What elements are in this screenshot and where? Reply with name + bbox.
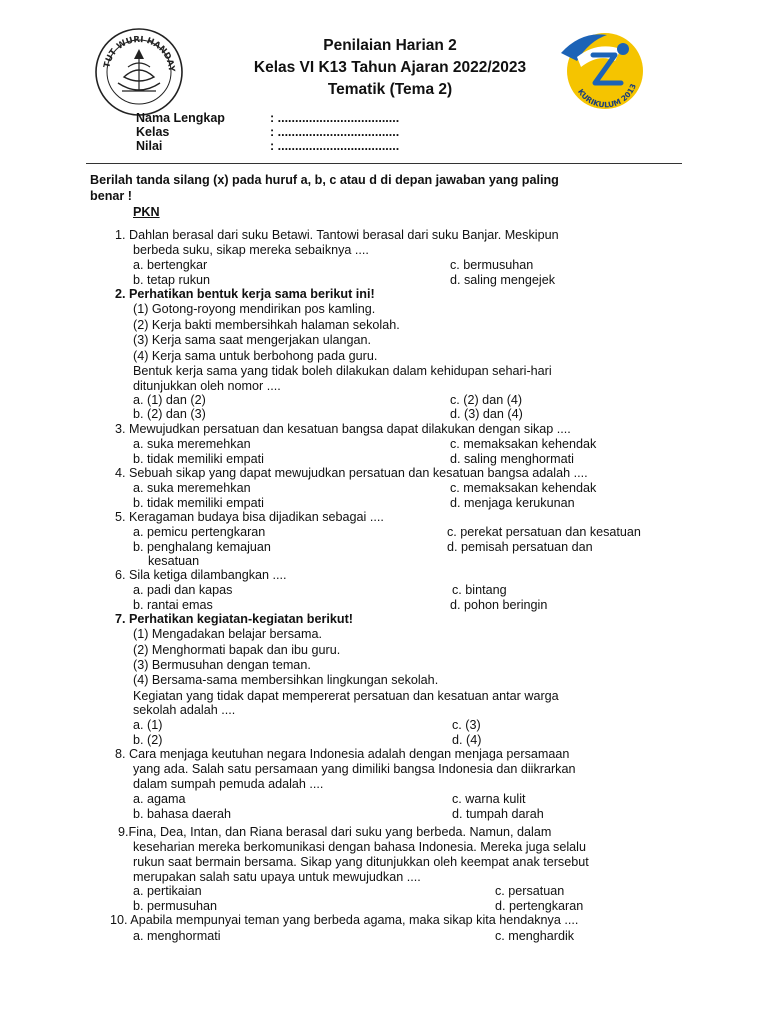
header-title-line3: Tematik (Tema 2) <box>327 81 453 98</box>
q7-option-c[interactable]: c. (3) <box>452 718 481 732</box>
q9-stem-line4: merupakan salah satu upaya untuk mewujudkan .... <box>133 870 421 884</box>
q9-option-a[interactable]: a. pertikaian <box>133 884 202 898</box>
header-title-line1: Penilaian Harian 2 <box>323 37 457 54</box>
q1-option-d[interactable]: d. saling mengejek <box>450 273 556 287</box>
q6-stem: 6. Sila ketiga dilambangkan .... <box>115 568 287 582</box>
q7-question-line1: Kegiatan yang tidak dapat mempererat persatuan dan kesatuan antar warga <box>133 689 559 703</box>
q9-option-b[interactable]: b. permusuhan <box>133 899 218 913</box>
q9-stem-line2: keseharian mereka berkomunikasi dengan bahasa Indonesia. Mereka juga selalu <box>133 840 586 854</box>
q7-item-4: (4) Bersama-sama membersihkan lingkungan sekolah. <box>133 673 439 687</box>
q2-item-4: (4) Kerja sama untuk berbohong pada guru. <box>133 349 378 363</box>
identity-value-score[interactable]: : ................................... <box>270 139 400 153</box>
q6-option-c[interactable]: c. bintang <box>452 583 507 597</box>
q7-option-b[interactable]: b. (2) <box>133 733 163 747</box>
q4-option-a[interactable]: a. suka meremehkan <box>133 481 251 495</box>
q8-option-c[interactable]: c. warna kulit <box>452 792 526 806</box>
q1-stem-line2: berbeda suku, sikap mereka sebaiknya .... <box>133 243 369 257</box>
q3-option-a[interactable]: a. suka meremehkan <box>133 437 251 451</box>
subject-heading: PKN <box>133 205 160 219</box>
q1-stem-line1: 1. Dahlan berasal dari suku Betawi. Tantowi berasal dari suku Banjar. Meskipun <box>115 228 559 242</box>
q2-item-2: (2) Kerja bakti membersihkah halaman sekolah. <box>133 318 400 332</box>
q7-item-2: (2) Menghormati bapak dan ibu guru. <box>133 643 341 657</box>
q2-option-a[interactable]: a. (1) dan (2) <box>133 393 206 407</box>
q6-option-d[interactable]: d. pohon beringin <box>450 598 548 612</box>
q9-option-d[interactable]: d. pertengkaran <box>495 899 584 913</box>
identity-label-class: Kelas <box>136 125 170 139</box>
q6-option-a[interactable]: a. padi dan kapas <box>133 583 233 597</box>
q4-stem: 4. Sebuah sikap yang dapat mewujudkan persatuan dan kesatuan bangsa adalah .... <box>115 466 588 480</box>
q2-item-1: (1) Gotong-royong mendirikan pos kamling. <box>133 302 376 316</box>
q1-option-a[interactable]: a. bertengkar <box>133 258 208 272</box>
q7-option-d[interactable]: d. (4) <box>452 733 482 747</box>
q5-stem: 5. Keragaman budaya bisa dijadikan sebagai .... <box>115 510 384 524</box>
tut-wuri-handayani-logo <box>94 27 184 117</box>
header-divider <box>86 163 682 164</box>
identity-label-name: Nama Lengkap <box>136 111 225 125</box>
q6-option-b[interactable]: b. rantai emas <box>133 598 213 612</box>
q2-item-3: (3) Kerja sama saat mengerjakan ulangan. <box>133 333 372 347</box>
q9-stem-line3: rukun saat bermain bersama. Sikap yang ditunjukkan oleh keempat anak tersebut <box>133 855 589 869</box>
q8-stem-line1: 8. Cara menjaga keutuhan negara Indonesia adalah dengan menjaga persamaan <box>115 747 570 761</box>
instruction-line1: Berilah tanda silang (x) pada huruf a, b, c atau d di depan jawaban yang paling <box>90 173 559 187</box>
q10-stem: 10. Apabila mempunyai teman yang berbeda agama, maka sikap kita hendaknya .... <box>110 913 579 927</box>
q7-question-line2: sekolah adalah .... <box>133 703 236 717</box>
logo-left-lettering: TUT WURI HANDAY <box>102 34 177 72</box>
logo-right-lettering: KURIKULUM 2013 <box>575 82 638 110</box>
q8-stem-line2: yang ada. Salah satu persamaan yang dimiliki bangsa Indonesia dan diikrarkan <box>133 762 576 776</box>
identity-value-name[interactable]: : ................................... <box>270 111 400 125</box>
q3-option-c[interactable]: c. memaksakan kehendak <box>450 437 597 451</box>
identity-label-score: Nilai <box>136 139 163 153</box>
q5-option-d-continued: kesatuan <box>148 554 200 568</box>
q2-option-c[interactable]: c. (2) dan (4) <box>450 393 523 407</box>
q4-option-b[interactable]: b. tidak memiliki empati <box>133 496 264 510</box>
identity-value-class[interactable]: : ................................... <box>270 125 400 139</box>
q7-item-1: (1) Mengadakan belajar bersama. <box>133 627 323 641</box>
q7-stem: 7. Perhatikan kegiatan-kegiatan berikut! <box>115 612 353 626</box>
q7-item-3: (3) Bermusuhan dengan teman. <box>133 658 311 672</box>
q5-option-a[interactable]: a. pemicu pertengkaran <box>133 525 266 539</box>
q3-option-d[interactable]: d. saling menghormati <box>450 452 574 466</box>
q2-question-line1: Bentuk kerja sama yang tidak boleh dilakukan dalam kehidupan sehari-hari <box>133 364 552 378</box>
q1-option-c[interactable]: c. bermusuhan <box>450 258 534 272</box>
q8-stem-line3: dalam sumpah pemuda adalah .... <box>133 777 324 791</box>
q4-option-d[interactable]: d. menjaga kerukunan <box>450 496 575 510</box>
q2-question-line2: ditunjukkan oleh nomor .... <box>133 379 281 393</box>
kurikulum-2013-logo <box>553 23 651 121</box>
q9-option-c[interactable]: c. persatuan <box>495 884 565 898</box>
instruction-line2: benar ! <box>90 189 132 203</box>
q8-option-b[interactable]: b. bahasa daerah <box>133 807 232 821</box>
header-title-line2: Kelas VI K13 Tahun Ajaran 2022/2023 <box>253 59 527 76</box>
q7-option-a[interactable]: a. (1) <box>133 718 163 732</box>
q9-stem-line1: 9.Fina, Dea, Intan, dan Riana berasal dari suku yang berbeda. Namun, dalam <box>118 825 552 839</box>
q2-option-b[interactable]: b. (2) dan (3) <box>133 407 206 421</box>
q3-option-b[interactable]: b. tidak memiliki empati <box>133 452 264 466</box>
q10-option-a[interactable]: a. menghormati <box>133 929 221 943</box>
q2-option-d[interactable]: d. (3) dan (4) <box>450 407 523 421</box>
q2-stem: 2. Perhatikan bentuk kerja sama berikut ini! <box>115 287 375 301</box>
q5-option-c[interactable]: c. perekat persatuan dan kesatuan <box>447 525 641 539</box>
q5-option-d[interactable]: d. pemisah persatuan dan <box>447 540 593 554</box>
q4-option-c[interactable]: c. memaksakan kehendak <box>450 481 597 495</box>
q3-stem: 3. Mewujudkan persatuan dan kesatuan bangsa dapat dilakukan dengan sikap .... <box>115 422 571 436</box>
q5-option-b[interactable]: b. penghalang kemajuan <box>133 540 271 554</box>
q8-option-d[interactable]: d. tumpah darah <box>452 807 544 821</box>
q10-option-c[interactable]: c. menghardik <box>495 929 575 943</box>
q1-option-b[interactable]: b. tetap rukun <box>133 273 211 287</box>
q8-option-a[interactable]: a. agama <box>133 792 186 806</box>
